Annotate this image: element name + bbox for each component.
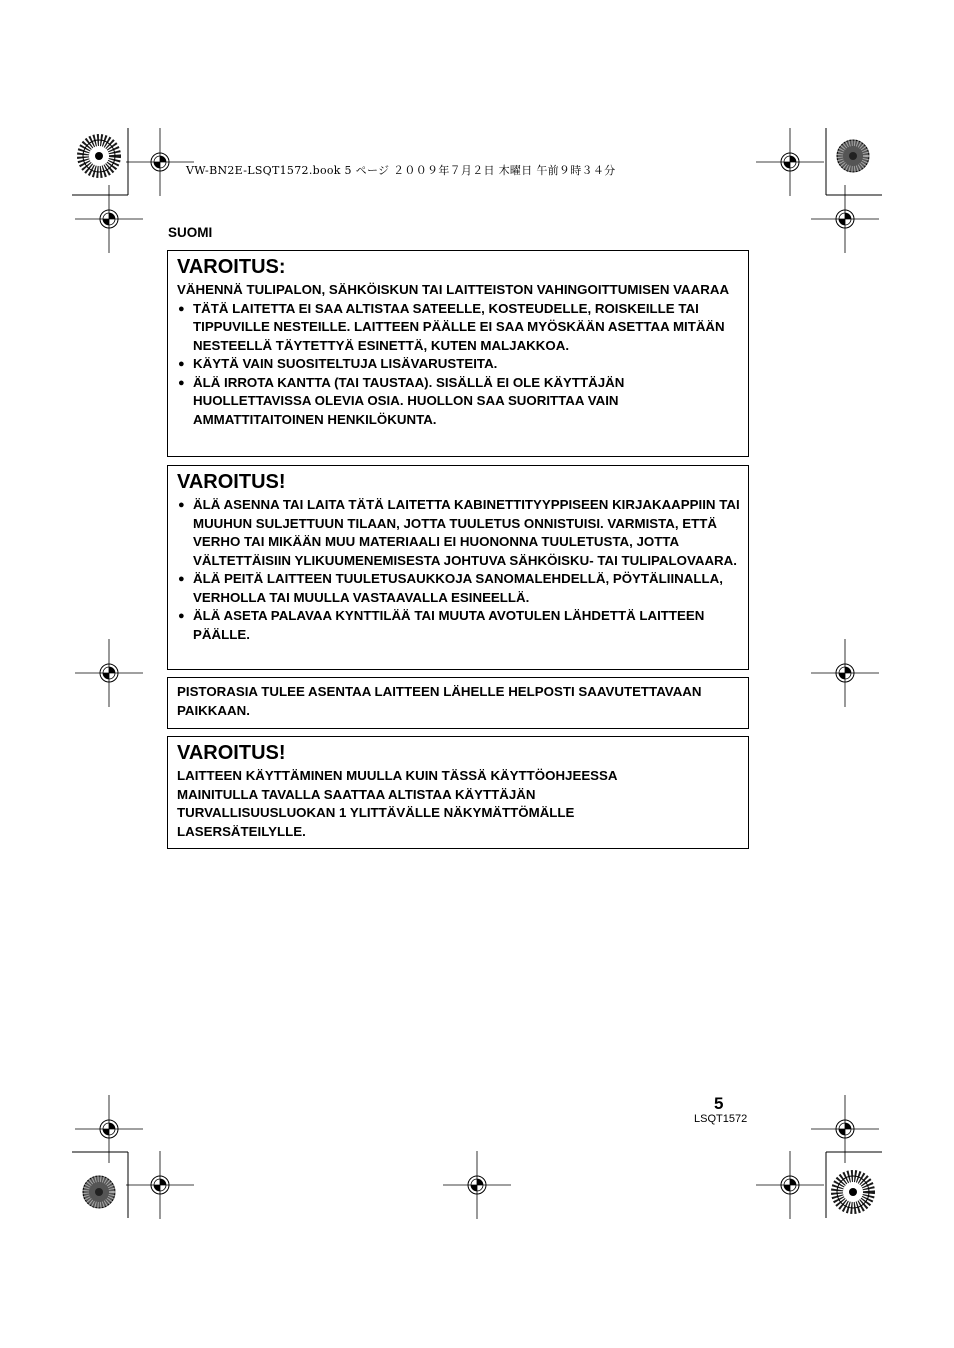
list-item-text: ÄLÄ ASENNA TAI LAITA TÄTÄ LAITETTA KABINETTITYYPPISEEN KIRJAKAAPPIIN TAI MUUHUN SULJETTUUN TILAAN, JOTTA TUULETUS ONNISTUISI. VARMISTA, ETTÄ VERHO TAI MIKÄÄN MUU MATERIAALI EI HUONONNA TUULETUSTA, JOTTA VÄLTETTÄISIIN YLIKUUMENEMISESTA JOHTUVA SÄHKÖISKU- TAI TULIPALOVAARA. <box>193 497 740 568</box>
registration-crosshair-icon <box>126 1151 194 1219</box>
warning-list <box>177 300 740 430</box>
print-info-header: VW-BN2E-LSQT1572.book 5 ページ ２００９年７月２日 木曜日 午前９時３４分 <box>186 164 616 177</box>
registration-target-icon <box>837 140 869 172</box>
warning-box-1 <box>167 250 749 457</box>
registration-crosshair-icon <box>75 1095 143 1163</box>
registration-target-icon <box>837 1176 869 1208</box>
list-item-text: KÄYTÄ VAIN SUOSITELTUJA LISÄVARUSTEITA. <box>193 356 498 371</box>
registration-crosshair-icon <box>811 1095 879 1163</box>
language-section-label: SUOMI <box>168 225 213 240</box>
bullet-icon: ● <box>178 610 185 622</box>
registration-crosshair-icon <box>75 639 143 707</box>
list-item-text: ÄLÄ IRROTA KANTTA (TAI TAUSTAA). SISÄLLÄ EI OLE KÄYTTÄJÄN HUOLLETTAVISSA OLEVIA OSIA. HUOLLON SAA SUORITTAA VAIN AMMATTITAITOINEN HENKILÖKUNTA. <box>193 374 625 427</box>
registration-target-icon <box>83 140 115 172</box>
warning-title: VAROITUS! <box>177 742 286 764</box>
list-item <box>177 374 740 430</box>
laser-warning-text: LAITTEEN KÄYTTÄMINEN MUULLA KUIN TÄSSÄ KÄYTTÖOHJEESSA MAINITULLA TAVALLA SAATTAA ALTISTAA KÄYTTÄJÄN TURVALLISUUSLUOKAN 1 YLITTÄVÄLLE NÄKYMÄTTÖMÄLLE LASERSÄTEILYLLE. <box>177 768 618 839</box>
registration-crosshair-icon <box>443 1151 511 1219</box>
warning-box-2 <box>167 465 749 670</box>
list-item <box>177 570 740 607</box>
notice-box <box>167 677 749 729</box>
list-item <box>177 355 740 374</box>
bullet-icon: ● <box>178 358 185 370</box>
list-item <box>177 607 740 644</box>
list-item-text: TÄTÄ LAITETTA EI SAA ALTISTAA SATEELLE, KOSTEUDELLE, ROISKEILLE TAI TIPPUVILLE NESTEILLE. LAITTEEN PÄÄLLE EI SAA MYÖSKÄÄN ASETTAA MITÄÄN NESTEELLÄ TÄYTETTYÄ ESINETTÄ, KUTEN MALJAKKOA. <box>193 300 725 353</box>
registration-crosshair-icon <box>756 1151 824 1219</box>
warning-intro: VÄHENNÄ TULIPALON, SÄHKÖISKUN TAI LAITTEISTON VAHINGOITTUMISEN VAARAA <box>177 282 730 297</box>
bullet-icon: ● <box>178 573 185 585</box>
laser-warning-box <box>167 736 749 849</box>
list-item-text: ÄLÄ PEITÄ LAITTEEN TUULETUSAUKKOJA SANOMALEHDELLÄ, PÖYTÄLIINALLA, VERHOLLA TAI MUULLA VASTAAVALLA ESINEELLÄ. <box>193 571 723 605</box>
list-item <box>177 496 740 570</box>
registration-crosshair-icon <box>126 128 194 196</box>
warning-title: VAROITUS! <box>177 471 286 493</box>
bullet-icon: ● <box>178 499 185 511</box>
list-item <box>177 300 740 356</box>
warning-list <box>177 496 740 644</box>
bullet-icon: ● <box>178 302 185 315</box>
registration-crosshair-icon <box>811 639 879 707</box>
warning-title: VAROITUS: <box>177 256 286 278</box>
list-item-text: ÄLÄ ASETA PALAVAA KYNTTILÄÄ TAI MUUTA AVOTULEN LÄHDETTÄ LAITTEEN PÄÄLLE. <box>193 608 705 642</box>
page-number: 5 <box>714 1094 724 1113</box>
registration-crosshair-icon <box>756 128 824 196</box>
registration-target-icon <box>83 1176 115 1208</box>
document-code: LSQT1572 <box>694 1113 748 1125</box>
outlet-notice: PISTORASIA TULEE ASENTAA LAITTEEN LÄHELLE HELPOSTI SAAVUTETTAVAAN PAIKKAAN. <box>177 684 702 718</box>
bullet-icon: ● <box>178 376 185 389</box>
